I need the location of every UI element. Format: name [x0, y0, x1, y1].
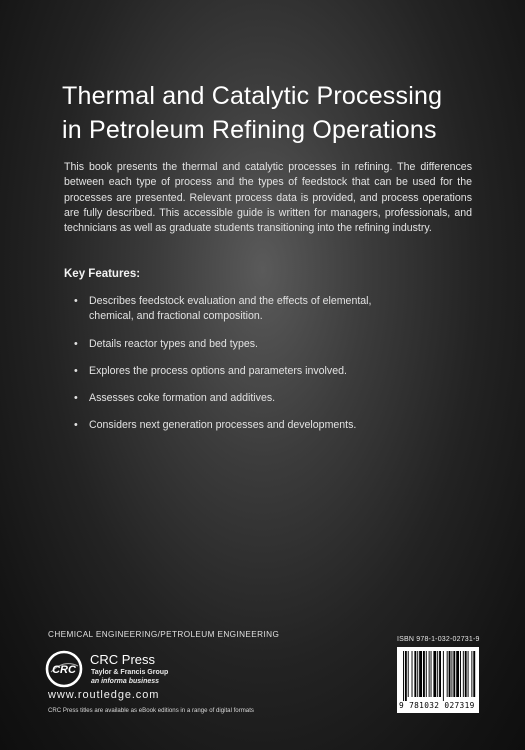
barcode-bar	[437, 651, 438, 697]
key-features-heading: Key Features:	[64, 268, 141, 280]
barcode-bar	[408, 651, 409, 697]
barcode-bar	[419, 651, 422, 697]
barcode-digits: 9 781032 027319	[399, 701, 475, 710]
barcode-bar	[423, 651, 425, 697]
barcode-bar	[433, 651, 436, 697]
barcode-bar	[412, 651, 413, 697]
publisher-website-link[interactable]: www.routledge.com	[48, 689, 160, 701]
feature-text: Describes feedstock evaluation and the effects of elemental, chemical, and fractional composition.	[89, 295, 372, 323]
feature-text: Considers next generation processes and developments.	[89, 419, 357, 432]
feature-text: Details reactor types and bed types.	[89, 337, 259, 350]
barcode-bar	[463, 651, 464, 697]
ebook-availability-note: CRC Press titles are available as eBook editions in a range of digital formats	[48, 707, 254, 714]
feature-text: Explores the process options and parameters involved.	[89, 364, 347, 377]
barcode-bar	[453, 651, 455, 697]
barcode-bar	[471, 651, 472, 697]
bullet-icon: •	[74, 392, 78, 405]
barcode-bar	[451, 651, 452, 697]
crc-press-logo-icon	[45, 650, 83, 688]
barcode-bar	[405, 651, 407, 701]
key-features-list	[74, 294, 414, 434]
book-title	[62, 79, 502, 147]
isbn-label: ISBN 978-1-032-02731-9	[397, 636, 480, 643]
publisher-informa: an informa business	[91, 678, 160, 685]
barcode-bar	[465, 651, 467, 697]
barcode-bar	[426, 651, 427, 697]
barcode-bar	[414, 651, 416, 697]
bullet-icon: •	[74, 419, 78, 432]
barcode-bar	[403, 651, 404, 701]
book-title-line-1: Thermal and Catalytic Processing	[62, 81, 443, 110]
publisher-group: Taylor & Francis Group	[91, 669, 169, 676]
barcode-bar	[447, 651, 448, 697]
barcode-bar	[443, 651, 444, 701]
crc-logo-text: CRC	[52, 664, 76, 676]
bullet-icon: •	[74, 337, 78, 350]
feature-item	[74, 391, 414, 406]
isbn-barcode	[397, 647, 479, 713]
barcode-bar	[473, 651, 475, 697]
barcode-bar	[429, 651, 430, 697]
barcode-bar	[460, 651, 461, 697]
feature-item	[74, 337, 414, 352]
barcode-bar	[468, 651, 469, 697]
barcode-bar	[431, 651, 432, 697]
feature-item	[74, 364, 414, 379]
feature-text: Assesses coke formation and additives.	[89, 392, 276, 405]
barcode-bars	[397, 647, 479, 703]
barcode-bar	[456, 651, 459, 697]
barcode-bar	[449, 651, 451, 697]
feature-item	[74, 294, 414, 325]
bullet-icon: •	[74, 364, 78, 377]
book-description: This book presents the thermal and catalytic processes in refining. The differences between each type of process and the types of feedstock that can be used for the processes are presented. Relevant process data is provided, and process operations are fully described. This accessible guide is written for managers, professionals, and technicians as well as graduate students transitioning into the refining industry.	[64, 161, 472, 235]
subject-category: CHEMICAL ENGINEERING/PETROLEUM ENGINEERING	[48, 630, 280, 639]
barcode-bar	[417, 651, 418, 697]
feature-item	[74, 418, 414, 433]
barcode-bar	[439, 651, 441, 697]
publisher-name: CRC Press	[90, 652, 156, 667]
bullet-icon: •	[74, 295, 78, 307]
book-title-line-2: in Petroleum Refining Operations	[62, 115, 437, 144]
